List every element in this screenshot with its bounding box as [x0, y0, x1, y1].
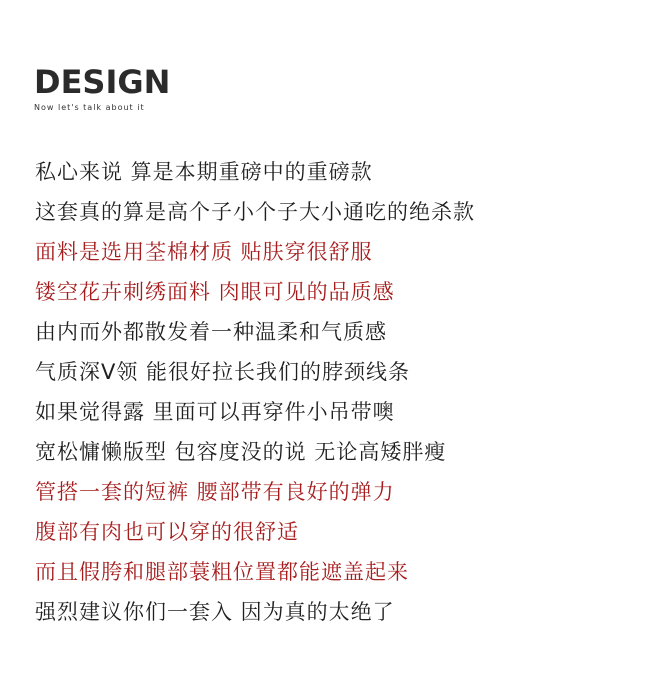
text-line: 腹部有肉也可以穿的很舒适	[35, 520, 299, 544]
text-line: 如果觉得露 里面可以再穿件小吊带噢	[35, 400, 395, 424]
text-line: 而且假胯和腿部蓑粗位置都能遮盖起来	[35, 560, 409, 584]
text-line: 这套真的算是高个子小个子大小通吃的绝杀款	[35, 200, 475, 224]
text-line: 私心来说 算是本期重磅中的重磅款	[35, 160, 373, 184]
text-line: 强烈建议你们一套入 因为真的太绝了	[35, 600, 395, 624]
text-line: 面料是选用荃棉材质 贴肤穿很舒服	[35, 240, 373, 264]
text-line: 气质深V领 能很好拉长我们的脖颈线条	[35, 360, 411, 384]
header	[34, 64, 170, 114]
page-subtitle: Now let's talk about it	[34, 103, 145, 112]
page-title: DESIGN	[34, 63, 171, 101]
text-line: 宽松慵懒版型 包容度没的说 无论高矮胖瘦	[35, 440, 447, 464]
description-text	[35, 152, 635, 632]
text-line: 镂空花卉刺绣面料 肉眼可见的品质感	[35, 280, 395, 304]
text-line: 管搭一套的短裤 腰部带有良好的弹力	[35, 480, 395, 504]
text-line: 由内而外都散发着一种温柔和气质感	[35, 320, 387, 344]
